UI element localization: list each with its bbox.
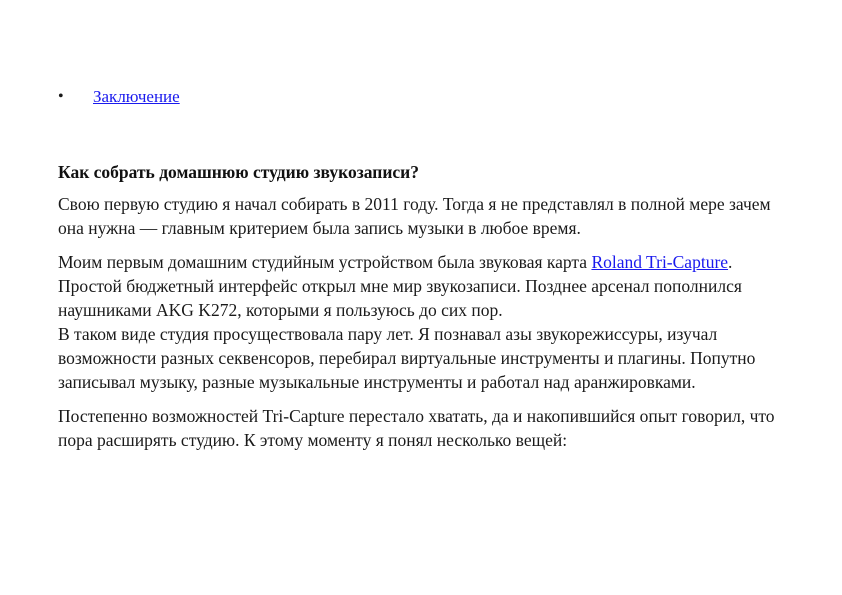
paragraph-1: Свою первую студию я начал собирать в 2011 году. Тогда я не представлял в полной мере зачем она нужна — главным критерием была запись музыки в любое время. (58, 194, 771, 238)
section-heading: Как собрать домашнюю студию звукозаписи? (58, 162, 420, 182)
article-body (58, 160, 788, 462)
roland-tri-capture-link[interactable]: Roland Tri-Capture (591, 252, 729, 272)
bullet-icon: • (58, 88, 64, 105)
paragraph-2 (58, 250, 788, 394)
paragraph-3: Постепенно возможностей Tri-Capture перестало хватать, да и накопившийся опыт говорил, что пора расширять студию. К этому моменту я понял несколько вещей: (58, 406, 775, 450)
paragraph-2-text-start: Моим первым домашним студийным устройством была звуковая карта (58, 252, 592, 272)
paragraph-2-text-end: . Простой бюджетный интерфейс открыл мне мир звукозаписи. Позднее арсенал пополнился наушниками AKG K272, которыми я пользуюсь до сих пор. (58, 252, 742, 320)
toc-link-conclusion[interactable]: Заключение (93, 87, 180, 106)
paragraph-2-continuation: В таком виде студия просуществовала пару лет. Я познавал азы звукорежиссуры, изучал возможности разных секвенсоров, перебирал виртуальные инструменты и плагины. Попутно записывал музыку, разные музыкальные инструменты и работал над аранжировками. (58, 324, 756, 392)
